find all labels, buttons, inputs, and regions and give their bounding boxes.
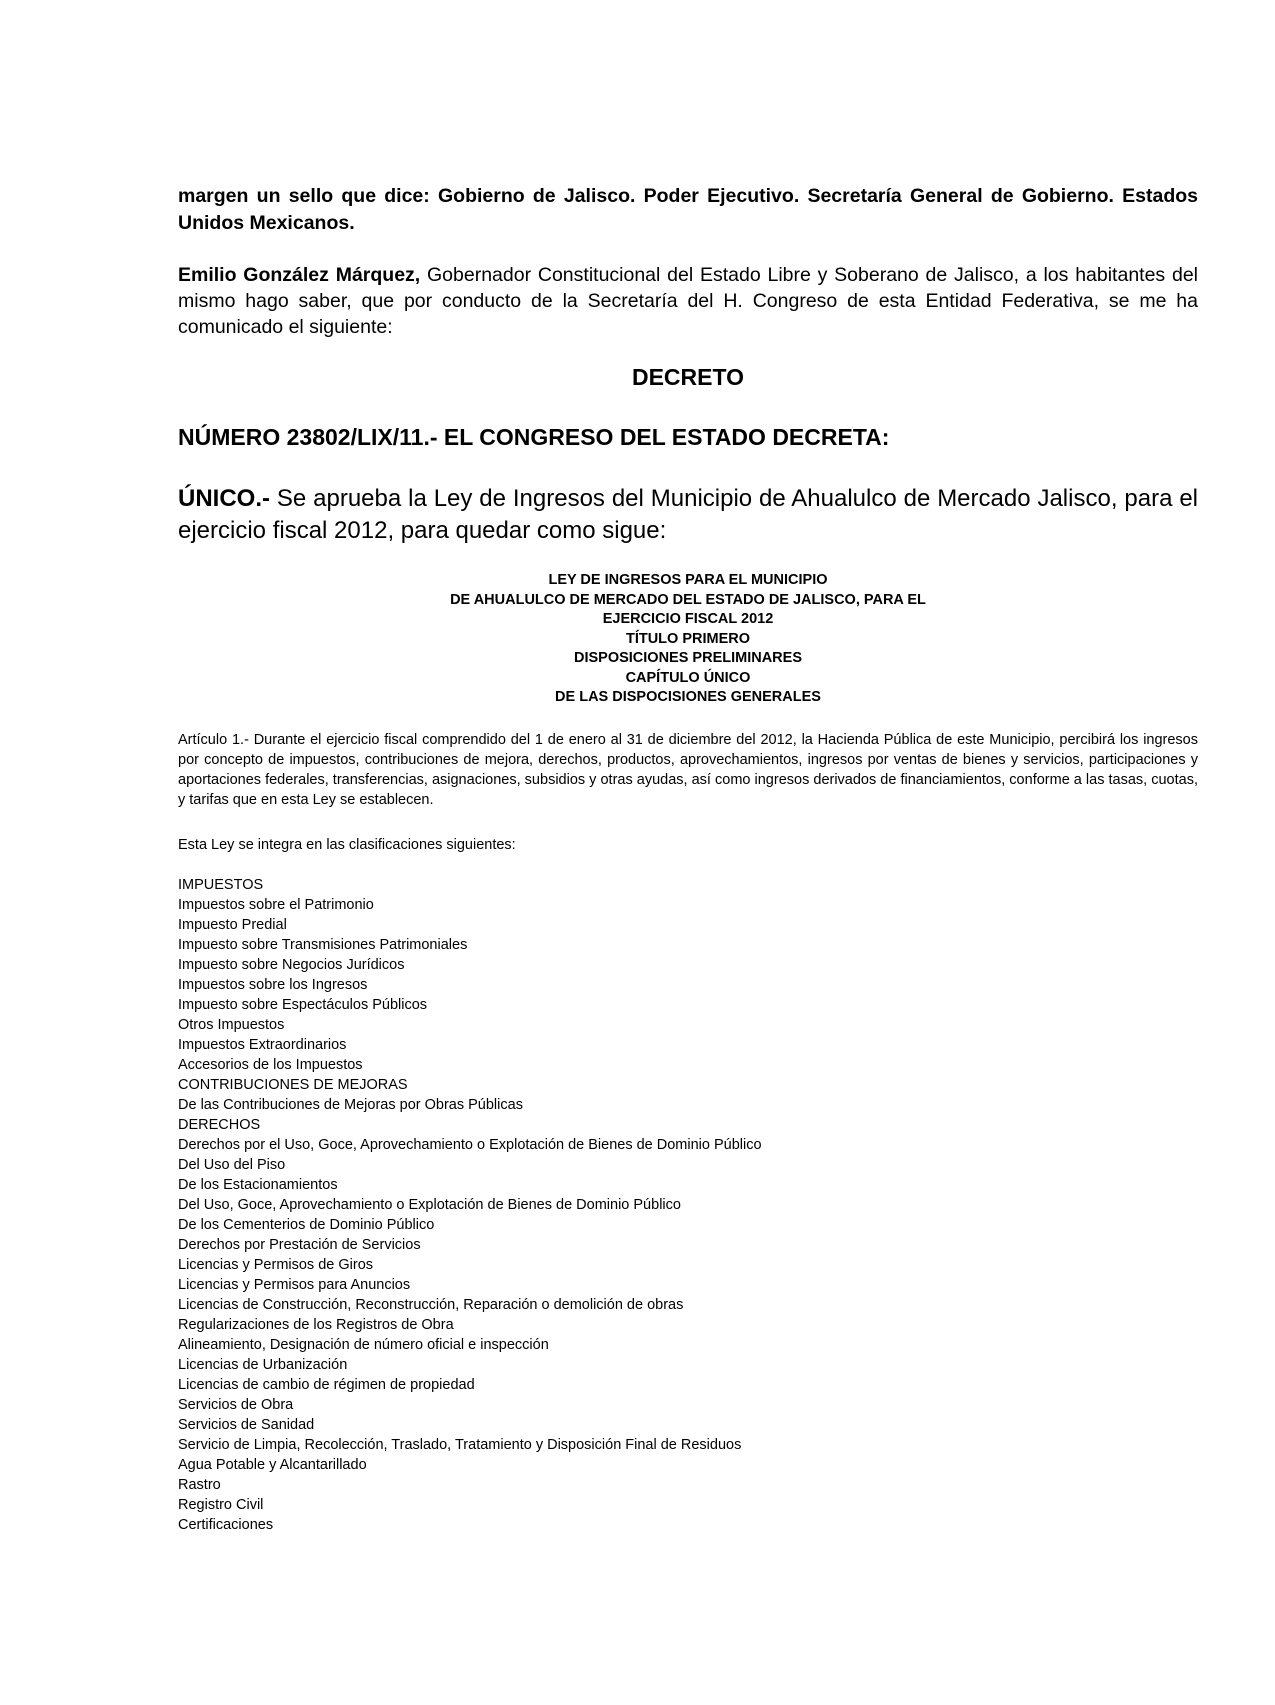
list-item: Impuesto sobre Transmisiones Patrimoniales	[178, 937, 468, 953]
list-item: Impuestos sobre los Ingresos	[178, 977, 368, 993]
law-title-line: DISPOSICIONES PRELIMINARES	[573, 650, 802, 666]
list-item: Del Uso del Piso	[178, 1157, 286, 1173]
law-title-line: TÍTULO PRIMERO	[625, 630, 751, 647]
list-item: Rastro	[178, 1477, 221, 1493]
law-title-block	[178, 571, 1198, 708]
list-item: De las Contribuciones de Mejoras por Obras Públicas	[178, 1097, 523, 1113]
list-item: Impuesto sobre Negocios Jurídicos	[178, 957, 405, 973]
list-item: De los Estacionamientos	[178, 1177, 338, 1193]
list-item: IMPUESTOS	[178, 877, 264, 893]
list-item: Agua Potable y Alcantarillado	[178, 1457, 367, 1473]
list-item: Servicios de Sanidad	[178, 1417, 315, 1433]
list-item: DERECHOS	[178, 1117, 261, 1133]
intro-paragraph: margen un sello que dice: Gobierno de Jalisco. Poder Ejecutivo. Secretaría General de Gobierno. Estados Unidos Mexicanos.	[178, 185, 1198, 234]
law-title-line: DE LAS DISPOCISIONES GENERALES	[555, 689, 821, 705]
classifications-list	[178, 875, 1198, 1535]
list-item: Registro Civil	[178, 1497, 264, 1513]
list-item: Otros Impuestos	[178, 1017, 285, 1033]
list-item: Licencias de Urbanización	[178, 1357, 348, 1373]
governor-paragraph	[178, 262, 1198, 340]
list-item: Servicio de Limpia, Recolección, Traslado, Tratamiento y Disposición Final de Residuos	[178, 1437, 742, 1453]
list-item: Impuestos sobre el Patrimonio	[178, 897, 374, 913]
list-item: Regularizaciones de los Registros de Obra	[178, 1317, 454, 1333]
list-item: Impuesto sobre Espectáculos Públicos	[178, 997, 428, 1013]
list-item: De los Cementerios de Dominio Público	[178, 1217, 435, 1233]
governor-text: Gobernador Constitucional del Estado Libre y Soberano de Jalisco, a los habitantes del mismo hago saber, que por conducto de la Secretaría del H. Congreso de esta Entidad Federativa, se me ha comunicado el siguiente:	[178, 264, 1198, 338]
list-item: Del Uso, Goce, Aprovechamiento o Explotación de Bienes de Dominio Público	[178, 1197, 681, 1213]
unico-label: ÚNICO.-	[178, 485, 270, 512]
list-item: Licencias y Permisos para Anuncios	[178, 1277, 411, 1293]
list-item: Derechos por Prestación de Servicios	[178, 1237, 421, 1253]
classifications-intro: Esta Ley se integra en las clasificaciones siguientes:	[178, 837, 516, 853]
list-item: Derechos por el Uso, Goce, Aprovechamiento o Explotación de Bienes de Dominio Público	[178, 1137, 762, 1153]
list-item: Licencias de Construcción, Reconstrucción, Reparación o demolición de obras	[178, 1297, 684, 1313]
list-item: CONTRIBUCIONES DE MEJORAS	[178, 1077, 408, 1093]
list-item: Servicios de Obra	[178, 1397, 294, 1413]
list-item: Accesorios de los Impuestos	[178, 1057, 363, 1073]
list-item: Licencias y Permisos de Giros	[178, 1257, 374, 1273]
list-item: Certificaciones	[178, 1517, 274, 1533]
law-title-line: CAPÍTULO ÚNICO	[625, 669, 751, 686]
numero-heading: NÚMERO 23802/LIX/11.- EL CONGRESO DEL ESTADO DECRETA:	[178, 424, 890, 450]
unico-paragraph	[178, 483, 1198, 547]
decreto-heading: DECRETO	[631, 364, 745, 390]
law-title-line: LEY DE INGRESOS PARA EL MUNICIPIO	[548, 572, 828, 588]
unico-text: Se aprueba la Ley de Ingresos del Municipio de Ahualulco de Mercado Jalisco, para el ejercicio fiscal 2012, para quedar como sigue:	[178, 485, 1198, 544]
list-item: Impuestos Extraordinarios	[178, 1037, 347, 1053]
list-item: Alineamiento, Designación de número oficial e inspección	[178, 1337, 549, 1353]
law-title-line: EJERCICIO FISCAL 2012	[602, 611, 774, 627]
article-1-paragraph: Artículo 1.- Durante el ejercicio fiscal comprendido del 1 de enero al 31 de diciembre del 2012, la Hacienda Pública de este Municipio, percibirá los ingresos por concepto de impuestos, contribuciones de mejora, derechos, productos, aprovechamientos, ingresos por ventas de bienes y servicios, participaciones y aportaciones federales, transferencias, asignaciones, subsidios y otras ayudas, así como ingresos derivados de financiamientos, conforme a las tasas, cuotas, y tarifas que en esta Ley se establecen.	[178, 732, 1198, 808]
law-title-line: DE AHUALULCO DE MERCADO DEL ESTADO DE JALISCO, PARA EL	[450, 591, 926, 608]
governor-name: Emilio González Márquez,	[178, 264, 421, 286]
list-item: Licencias de cambio de régimen de propiedad	[178, 1377, 475, 1393]
list-item: Impuesto Predial	[178, 917, 287, 933]
